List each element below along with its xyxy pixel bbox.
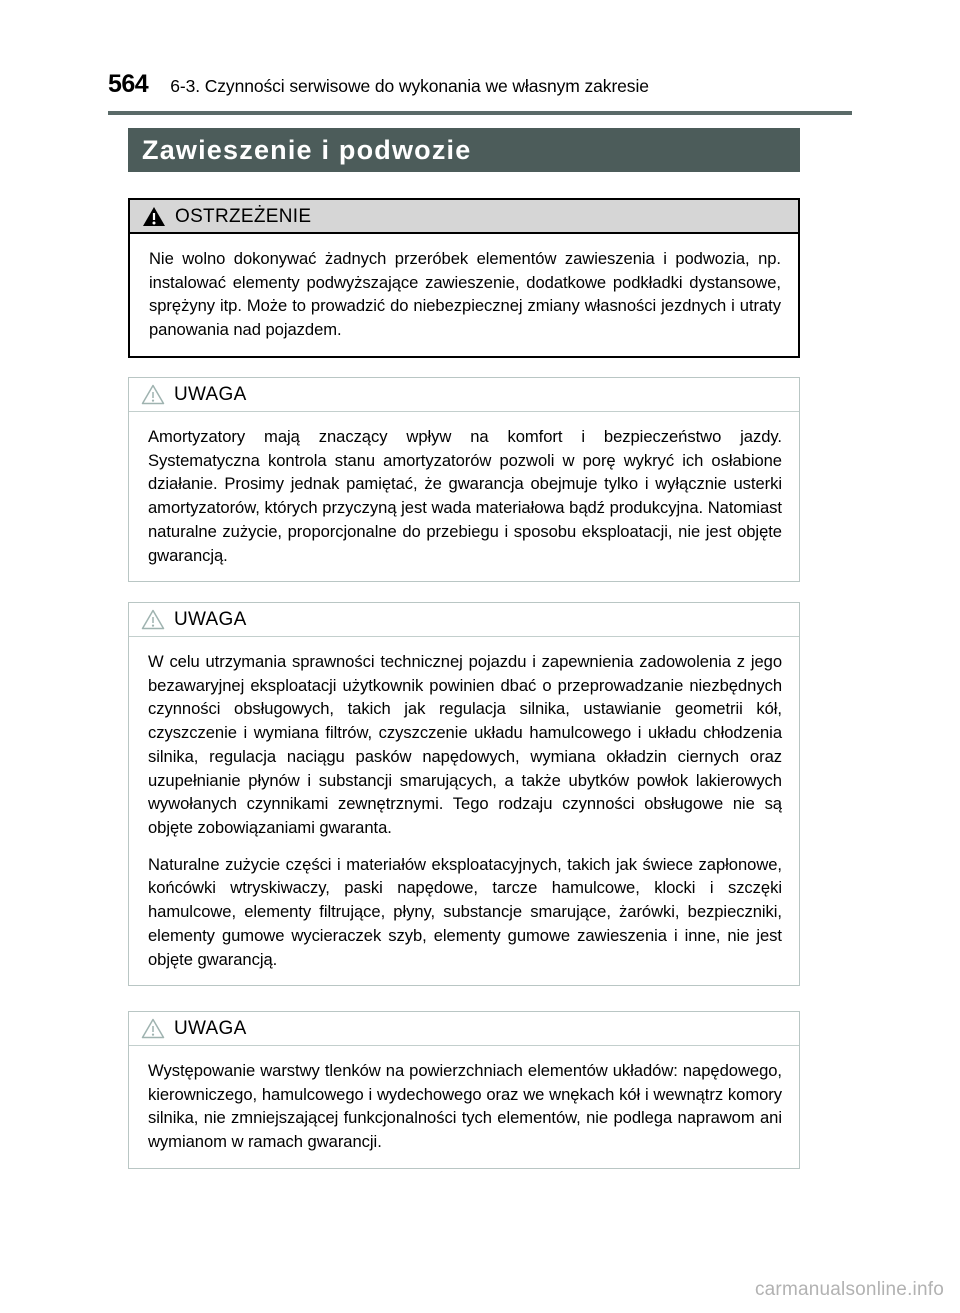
warning-triangle-outline-icon: [141, 384, 165, 405]
caution-notice-body-3: [129, 1046, 799, 1168]
caution-notice-label-1: UWAGA: [174, 384, 247, 405]
page-number: 564: [108, 70, 149, 98]
header-section-title: 6-3. Czynności serwisowe do wykonania we własnym zakresie: [170, 76, 649, 96]
warning-notice-body: [130, 234, 798, 356]
caution-notice-box-3: [128, 1011, 800, 1169]
caution-notice-label-3: UWAGA: [174, 1018, 247, 1039]
header-divider: [108, 111, 852, 115]
warning-notice-box: [128, 198, 800, 358]
section-title: Zawieszenie i podwozie: [142, 134, 472, 165]
page-header: [108, 72, 852, 97]
caution-notice-box-1: [128, 377, 800, 582]
warning-notice-header: [130, 200, 798, 234]
caution-notice-body-1: [129, 412, 799, 581]
warning-triangle-outline-icon: [141, 1018, 165, 1039]
notice-paragraph: Naturalne zużycie części i materiałów eksploatacyjnych, takich jak świece zapłonowe, końcówki wtryskiwaczy, paski napędowe, tarcze hamulcowe, klocki i szczęki hamulcowe, elementy filtrujące, płyny, substancje smarujące, żarówki, bezpieczniki, elementy gumowe wycieraczek szyb, elementy gumowe zawieszenia i inne, nie jest objęte gwarancją.: [148, 854, 782, 969]
caution-notice-box-2: [128, 602, 800, 986]
caution-notice-header-3: [129, 1012, 799, 1046]
notice-paragraph: Amortyzatory mają znaczący wpływ na komfort i bezpieczeństwo jazdy. Systematyczna kontrola stanu amortyzatorów pozwoli w porę wykryć ich osłabione działanie. Prosimy jednak pamiętać, że gwarancja obejmuje tylko i wyłącznie usterki amortyzatorów, których przyczyną jest wada materiałowa bądź produkcyjna. Natomiast naturalne zużycie, proporcjonalne do przebiegu i sposobu eksploatacji, nie jest objęte gwarancją.: [148, 427, 782, 565]
notice-paragraph: W celu utrzymania sprawności technicznej pojazdu i zapewnienia zadowolenia z jego bezawaryjnej eksploatacji użytkownik powinien dbać o przeprowadzanie niezbędnych czynności obsługowych, takich jak regulacja silnika, ustawianie geometrii kół, czyszczenie i wymiana filtrów, czyszczenie układu hamulcowego i układu chłodzenia silnika, regulacja naciągu pasków napędowych, wymiana okładzin ciernych oraz uzupełnianie płynów i substancji smarujących, a także ubytków powłok lakierowych wywołanych czynnikami zewnętrznymi. Tego rodzaju czynności obsługowe nie są objęte zobowiązaniami gwaranta.: [148, 652, 782, 838]
warning-triangle-outline-icon: [141, 609, 165, 630]
notice-paragraph: Występowanie warstwy tlenków na powierzchniach elementów układów: napędowego, kierowniczego, hamulcowego i wydechowego oraz we wnękach kół i wewnątrz komory silnika, nie zmniejszającej funkcjonalności tych elementów, nie podlega naprawom ani wymianom w ramach gwarancji.: [148, 1061, 782, 1152]
caution-notice-header-2: [129, 603, 799, 637]
notice-paragraph: Nie wolno dokonywać żadnych przeróbek elementów zawieszenia i podwozia, np. instalować elementy podwyższające zawieszenie, dodatkowe podkładki dystansowe, sprężyny itp. Może to prowadzić do niebezpiecznej zmiany własności jezdnych i utraty panowania nad pojazdem.: [149, 249, 781, 340]
site-watermark: carmanualsonline.info: [754, 1279, 944, 1300]
warning-triangle-filled-icon: [142, 206, 166, 227]
section-banner: [128, 128, 800, 172]
caution-notice-header-1: [129, 378, 799, 412]
caution-notice-body-2: [129, 637, 799, 985]
warning-notice-label: OSTRZEŻENIE: [175, 205, 312, 227]
caution-notice-label-2: UWAGA: [174, 609, 247, 630]
